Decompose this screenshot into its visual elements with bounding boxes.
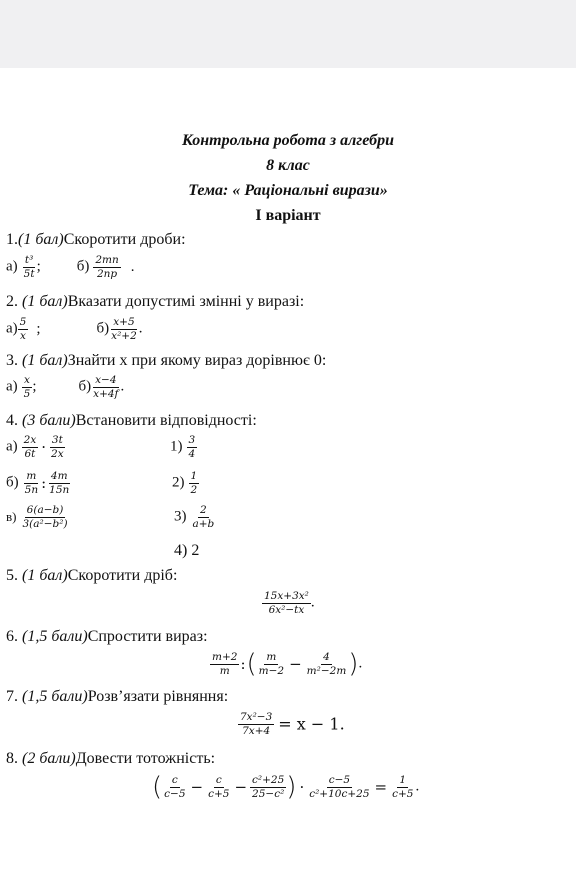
fraction — [206, 774, 231, 800]
numerator: 4 — [323, 650, 330, 663]
operator: · — [299, 778, 305, 796]
operator: − — [190, 778, 204, 796]
fraction — [47, 470, 71, 496]
task-1-heading — [6, 231, 186, 249]
item-label: в) — [6, 509, 17, 525]
separator: ; — [32, 378, 37, 395]
task-text: Встановити відповідності: — [75, 412, 257, 429]
task-points: (1 бал) — [18, 231, 64, 248]
task-number: 5. — [6, 567, 22, 584]
item-label: а) — [6, 378, 18, 395]
task-number: 8. — [6, 750, 22, 767]
task-1-items — [6, 254, 135, 280]
item-label: а) — [6, 258, 18, 275]
denominator: 5n — [24, 483, 39, 496]
separator: ; — [36, 258, 41, 275]
operator: : — [240, 655, 246, 673]
option-label: 2) — [172, 474, 185, 491]
task-8-identity — [152, 772, 419, 802]
task-3-heading — [6, 352, 326, 370]
operator: · — [41, 438, 47, 457]
task-points: (1 бал) — [22, 567, 68, 584]
task-text: Розв’язати рівняння: — [87, 688, 229, 705]
task-text: Скоротити дроби: — [63, 231, 186, 248]
task-points: (2 бали) — [22, 750, 76, 767]
task-number: 1. — [6, 231, 18, 248]
denominator: 2np — [96, 267, 118, 280]
numerator: t³ — [24, 254, 34, 266]
numerator: c — [171, 773, 178, 786]
fraction — [162, 774, 187, 800]
denominator: x+4f — [93, 387, 119, 400]
theme-line: Тема: « Раціональні вирази» — [188, 182, 388, 199]
fraction — [20, 504, 69, 530]
fraction — [189, 470, 200, 496]
task-4-option-2 — [172, 470, 199, 496]
fraction — [109, 316, 139, 342]
denominator: m — [219, 664, 230, 677]
separator: ; — [36, 320, 41, 337]
numerator: 3 — [188, 434, 196, 446]
task-number: 4. — [6, 412, 22, 429]
fraction — [22, 254, 37, 280]
worksheet-title: Контрольна робота з алгебри — [182, 132, 394, 149]
numerator: x — [24, 374, 30, 386]
denominator: 7x+4 — [242, 724, 271, 737]
denominator: 5 — [23, 387, 31, 400]
task-points: (1,5 бали) — [22, 688, 88, 705]
item-label: б) — [76, 258, 90, 275]
denominator: c+5 — [208, 787, 230, 800]
task-number: 2. — [6, 293, 22, 310]
period: . — [130, 258, 135, 275]
numerator: 1 — [190, 470, 198, 482]
fraction — [262, 590, 311, 616]
right-paren: ) — [286, 772, 297, 802]
task-points: (1 бал) — [22, 352, 68, 369]
numerator: c²+25 — [252, 773, 285, 786]
denominator: 25−c² — [252, 787, 285, 800]
numerator: c — [215, 773, 222, 786]
operator: : — [41, 474, 47, 493]
numerator: m — [266, 650, 277, 663]
numerator: x+5 — [113, 316, 135, 328]
task-text: Довести тотожність: — [75, 750, 216, 767]
denominator: m−2 — [258, 664, 285, 677]
numerator: 7x²−3 — [240, 711, 273, 723]
task-6-expression — [210, 649, 362, 679]
denominator: 2x — [51, 447, 64, 460]
denominator: c²+10c+25 — [309, 787, 370, 800]
task-4-heading — [6, 412, 257, 430]
denominator: c+5 — [392, 787, 414, 800]
item-label: б) — [6, 474, 19, 491]
task-text: Знайти x при якому вираз дорівнює 0: — [67, 352, 327, 369]
fraction — [23, 470, 40, 496]
left-paren: ( — [246, 649, 257, 679]
numerator: x−4 — [95, 374, 117, 386]
task-number: 6. — [6, 628, 22, 645]
fraction — [191, 504, 217, 530]
fraction — [390, 774, 415, 800]
grade-line: 8 клас — [266, 157, 310, 174]
denominator: x²+2 — [111, 329, 137, 342]
denominator: c−5 — [164, 787, 186, 800]
item-label: а) — [6, 438, 18, 455]
task-points: (1,5 бали) — [22, 628, 88, 645]
item-label: а) — [6, 320, 18, 337]
option-label: 1) — [170, 438, 183, 455]
right-paren: ) — [348, 649, 359, 679]
fraction — [250, 774, 286, 800]
task-points: (1 бал) — [22, 293, 68, 310]
denominator: 6x²−tx — [268, 603, 305, 616]
denominator: 5t — [23, 267, 35, 280]
task-7-equation — [238, 711, 345, 737]
numerator: 4m — [50, 470, 68, 482]
period: . — [358, 655, 363, 672]
task-2-items — [6, 316, 143, 342]
fraction — [22, 374, 33, 400]
denominator: m²−2m — [306, 664, 347, 677]
numerator: 15x+3x² — [264, 590, 309, 602]
item-label: б) — [78, 378, 92, 395]
numerator: 6(a−b) — [26, 504, 64, 516]
period: . — [415, 778, 420, 795]
option-label: 3) — [174, 508, 187, 525]
denominator: 3(a²−b²) — [22, 517, 68, 530]
denominator: 15n — [49, 483, 70, 496]
task-3-items — [6, 374, 124, 400]
left-paren: ( — [152, 772, 163, 802]
numerator: m+2 — [212, 650, 238, 663]
task-text: Скоротити дріб: — [67, 567, 178, 584]
denominator: 4 — [188, 447, 196, 460]
numerator: 2x — [23, 434, 37, 446]
task-number: 7. — [6, 688, 22, 705]
fraction — [49, 434, 66, 460]
equals-sign: = — [374, 778, 388, 796]
numerator: c−5 — [328, 773, 351, 786]
numerator: 5 — [19, 316, 27, 328]
task-4-item-a — [6, 434, 66, 460]
task-4-option-3 — [174, 504, 216, 530]
task-4-option-1 — [170, 434, 197, 460]
equation-rhs: = x − 1. — [278, 714, 345, 734]
period: . — [120, 378, 125, 395]
task-4-option-4: 4) 2 — [174, 542, 200, 559]
task-8-heading — [6, 750, 215, 768]
top-gray-band — [0, 0, 576, 68]
period: . — [138, 320, 143, 337]
period: . — [310, 594, 315, 611]
numerator: 1 — [399, 773, 407, 786]
operator: − — [289, 655, 302, 673]
task-4-item-c — [6, 504, 70, 530]
task-7-heading — [6, 688, 228, 706]
item-label: б) — [96, 320, 110, 337]
fraction — [187, 434, 198, 460]
task-number: 3. — [6, 352, 22, 369]
numerator: 3t — [51, 434, 63, 446]
denominator: a+b — [192, 517, 215, 530]
numerator: m — [26, 470, 37, 482]
fraction — [93, 254, 120, 280]
fraction — [210, 651, 239, 677]
denominator: x — [20, 329, 26, 342]
numerator: 2 — [200, 504, 207, 516]
fraction — [22, 434, 39, 460]
fraction — [18, 316, 29, 342]
fraction — [307, 774, 371, 800]
task-2-heading — [6, 293, 304, 311]
task-points: (3 бали) — [22, 412, 76, 429]
task-4-item-b — [6, 470, 71, 496]
task-text: Вказати допустимі змінні у виразі: — [67, 293, 305, 310]
fraction — [238, 711, 274, 737]
fraction — [257, 651, 286, 677]
variant-line: І варіант — [255, 207, 321, 224]
fraction — [91, 374, 120, 400]
denominator: 2 — [190, 483, 198, 496]
numerator: 2mn — [95, 254, 119, 266]
operator: − — [234, 778, 248, 796]
task-5-heading — [6, 567, 177, 585]
fraction — [305, 651, 349, 677]
task-6-heading — [6, 628, 208, 646]
task-5-expression — [262, 590, 315, 616]
task-text: Спростити вираз: — [87, 628, 208, 645]
denominator: 6t — [24, 447, 36, 460]
